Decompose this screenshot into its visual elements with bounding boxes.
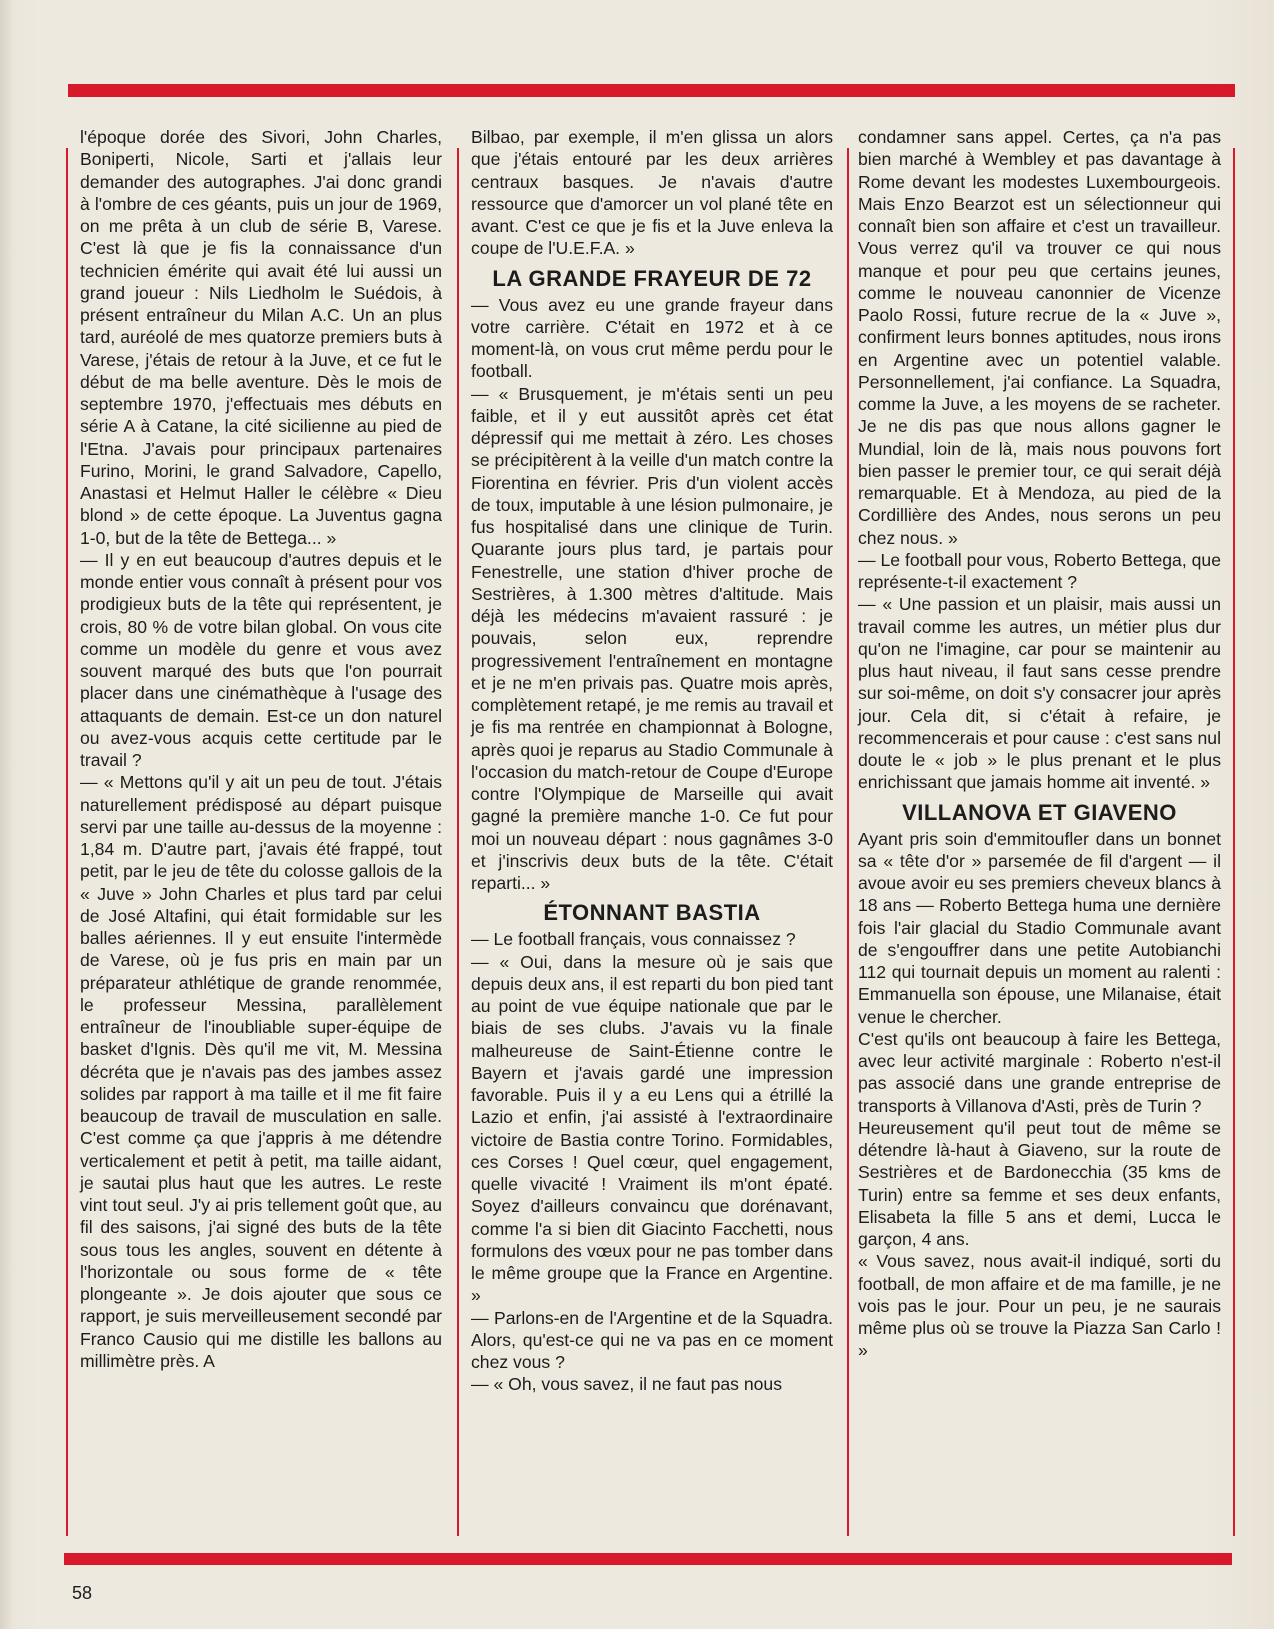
article-paragraph: Ayant pris soin d'emmitoufler dans un bonnet sa « tête d'or » parsemée de fil d'argent — il avoue avoir eu ses premiers cheveux blancs à 18 ans — Roberto Bettega huma une dernière fois l'air glacial du Stadio Communale avant de s'engouffrer dans une petite Autobianchi 112 qui tournait depuis un moment au ralenti : Emmanuella son épouse, une Milanaise, était venue le chercher. [858, 828, 1221, 1027]
article-paragraph: Bilbao, par exemple, il m'en glissa un alors que j'étais entouré par les deux arrières centraux basques. Je n'avais d'autre ressource que d'amorcer un vol plané tête en avant. C'est ce que je fis et la Juve enleva la coupe de l'U.E.F.A. » [471, 127, 833, 259]
article-paragraph: — « Une passion et un plaisir, mais aussi un travail comme les autres, un métier plus dur qu'on ne l'imagine, car pour se maintenir au plus haut niveau, il faut sans cesse prendre sur soi-même, on doit s'y consacrer jour après jour. Cela dit, si c'était à refaire, je recommencerais et pour cause : c'est sans nul doute le « job » le plus prenant et le plus enrichissant que jamais homme ait inventé. » [858, 594, 1221, 793]
page-number: 58 [72, 1583, 93, 1603]
article-paragraph: — Le football pour vous, Roberto Bettega, que représente-t-il exactement ? [858, 549, 1221, 592]
bottom-red-rule [64, 1553, 1232, 1565]
section-heading: ÉTONNANT BASTIA [543, 900, 761, 926]
article-paragraph: — Le football français, vous connaissez ? [471, 929, 796, 950]
section-heading: LA GRANDE FRAYEUR DE 72 [492, 265, 812, 291]
column-rule-left [66, 148, 68, 1536]
column-rule-right [1233, 148, 1235, 1536]
article-paragraph: — Il y en eut beaucoup d'autres depuis et le monde entier vous connaît à présent pour vos prodigieux buts de la tête qui représentent, je crois, 80 % de votre bilan global. On vous cite comme un modèle du genre et vous avez souvent marqué des buts que l'on pourrait placer dans une cinémathèque à l'usage des attaquants de demain. Est-ce un don naturel ou avez-vous acquis cette certitude par le travail ? [80, 549, 442, 770]
article-paragraph: — Parlons-en de l'Argentine et de la Squadra. Alors, qu'est-ce qui ne va pas en ce moment chez vous ? [471, 1307, 833, 1372]
article-paragraph: — « Oh, vous savez, il ne faut pas nous [471, 1374, 782, 1395]
column-rule-1 [457, 148, 459, 1536]
article-paragraph: condamner sans appel. Certes, ça n'a pas bien marché à Wembley et pas davantage à Rome devant les modestes Luxembourgeois. Mais Enzo Bearzot est un sélectionneur qui connaît bien son affaire et c'est un travailleur. Vous verrez qu'il va trouver ce qui nous manque et pour peu que certains jeunes, comme le nouveau canonnier de Vicenze Paolo Rossi, future recrue de la « Juve », confirment leurs bonnes aptitudes, nous irons en Argentine avec un potentiel valable. Personnellement, j'ai confiance. La Squadra, comme la Juve, a les moyens de se racheter. Je ne dis pas que nous allons gagner le Mundial, loin de là, mais nous pouvons fort bien passer le premier tour, ce qui serait déjà remarquable. Et à Mendoza, au pied de la Cordillière des Andes, nous serons un peu chez nous. » [858, 127, 1221, 548]
article-paragraph: « Vous savez, nous avait-il indiqué, sorti du football, de mon affaire et de ma famille, je ne vois pas le jour. Pour un peu, je ne saurais même plus où se trouve la Piazza San Carlo ! » [858, 1251, 1221, 1361]
article-column-1 [80, 126, 442, 1372]
article-column-3 [858, 126, 1221, 1362]
article-paragraph: C'est qu'ils ont beaucoup à faire les Bettega, avec leur activité marginale : Roberto n'est-il pas associé dans une grande entreprise de transports à Villanova d'Asti, près de Turin ? [858, 1028, 1221, 1116]
article-paragraph: l'époque dorée des Sivori, John Charles, Boniperti, Nicole, Sarti et j'allais leur demander des autographes. J'ai donc grandi à l'ombre de ces géants, puis un jour de 1969, on me prêta à un club de série B, Varese. C'est là que je fis la connaissance d'un technicien émérite qui avait été lui aussi un grand joueur : Nils Liedholm le Suédois, à présent entraîneur du Milan A.C. Un an plus tard, auréolé de mes quatorze premiers buts à Varese, j'étais de retour à la Juve, et ce fut le début de ma belle aventure. Dès le mois de septembre 1970, j'effectuais mes débuts en série A à Catane, la cité sicilienne au pied de l'Etna. J'avais pour principaux partenaires Furino, Morini, le grand Salvadore, Capello, Anastasi et Helmut Haller le célèbre « Dieu blond » de cette époque. La Juventus gagna 1-0, but de la tête de Bettega... » [80, 127, 442, 548]
section-heading: VILLANOVA ET GIAVENO [902, 799, 1177, 825]
article-paragraph: — « Oui, dans la mesure où je sais que depuis deux ans, il est reparti du bon pied tant au point de vue équipe nationale que par le biais de ses clubs. J'avais vu la finale malheureuse de Saint-Étienne contre le Bayern et j'avais gardé une impression favorable. Puis il y a eu Lens qui a étrillé la Lazio et enfin, j'ai assisté à l'extraordinaire victoire de Bastia contre Torino. Formidables, ces Corses ! Quel cœur, quel engagement, quelle vivacité ! Vraiment ils m'ont épaté. Soyez d'ailleurs convaincu que dorénavant, comme l'a si bien dit Giacinto Facchetti, nous formulons des vœux pour ne pas tomber dans le même groupe que la France en Argentine. » [471, 951, 833, 1306]
column-rule-2 [847, 148, 849, 1536]
article-column-2 [471, 126, 833, 1396]
article-paragraph: — « Mettons qu'il y ait un peu de tout. J'étais naturellement prédisposé au départ puisque servi par une taille au-dessus de la moyenne : 1,84 m. D'autre part, j'avais été frappé, tout petit, par le jeu de tête du colosse gallois de la « Juve » John Charles et plus tard par celui de José Altafini, qui était formidable sur les balles aériennes. Il y eut ensuite l'intermède de Varese, où je fus pris en main par un préparateur athlétique de grande renommée, le professeur Messina, parallèlement entraîneur de l'inoubliable super-équipe de basket d'Ignis. Dès qu'il me vit, M. Messina décréta que je n'avais pas des jambes assez solides par rapport à ma taille et il me fit faire beaucoup de travail de musculation en salle. C'est comme ça que j'appris à me détendre verticalement et petit à petit, ma taille aidant, je sautai plus haut que les autres. Le reste vint tout seul. J'y ai pris tellement goût que, au fil des saisons, j'ai signé des buts de la tête sous tous les angles, souvent en détente à l'horizontale ou sous forme de « tête plongeante ». Je dois ajouter que sous ce rapport, je suis merveilleusement secondé par Franco Causio qui me distille les ballons au millimètre près. A [80, 772, 442, 1371]
article-paragraph: Heureusement qu'il peut tout de même se détendre là-haut à Giaveno, sur la route de Sestrières et de Bardonecchia (35 kms de Turin) entre sa femme et ses deux enfants, Elisabeta la fille 5 ans et demi, Lucca le garçon, 4 ans. [858, 1117, 1221, 1249]
article-paragraph: — « Brusquement, je m'étais senti un peu faible, et il y eut aussitôt après cet état dépressif qui me mettait à zéro. Les choses se précipitèrent à la veille d'un match contre la Fiorentina en février. Pris d'un violent accès de toux, imputable à une lésion pulmonaire, je fus hospitalisé dans une clinique de Turin. Quarante jours plus tard, je partais pour Fenestrelle, une station d'hiver proche de Sestrières, à 1.300 mètres d'altitude. Mais déjà les médecins m'avaient rassuré : je pouvais, selon eux, reprendre progressivement l'entraînement en montagne et je ne m'en privais pas. Quatre mois après, complètement retapé, je me remis au travail et je fis ma rentrée en championnat à Bologne, après quoi je reparus au Stadio Communale à l'occasion du match-retour de Coupe d'Europe contre l'Olympique de Marseille qui avait gagné la première manche 1-0. Ce fut pour moi un nouveau départ : nous gagnâmes 3-0 et j'inscrivis deux buts de la tête. C'était reparti... » [471, 383, 833, 893]
top-red-rule [68, 84, 1235, 97]
article-paragraph: — Vous avez eu une grande frayeur dans votre carrière. C'était en 1972 et à ce moment-là, on vous crut même perdu pour le football. [471, 294, 833, 382]
